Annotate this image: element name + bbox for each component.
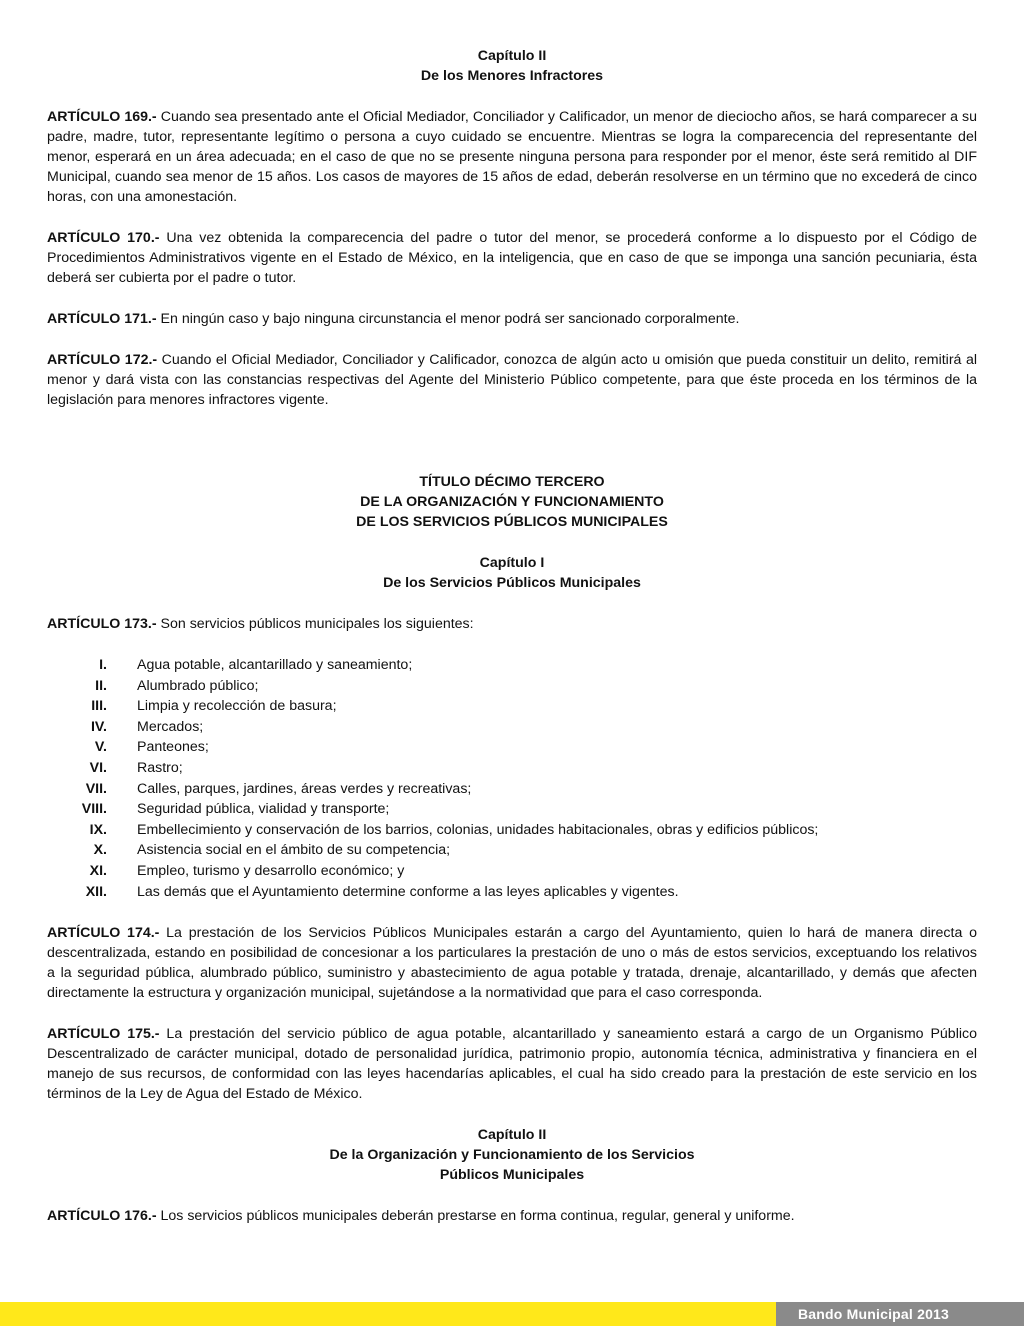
title-subheading: DE LA ORGANIZACIÓN Y FUNCIONAMIENTO	[360, 494, 664, 510]
item-text: Rastro;	[137, 759, 183, 776]
article-label: ARTÍCULO 172.-	[47, 352, 158, 368]
article-text: En ningún caso y bajo ninguna circunstancia el menor podrá ser sancionado corporalmente.	[156, 311, 740, 327]
chapter-heading: Capítulo I	[479, 555, 545, 571]
item-number: VIII.	[81, 801, 107, 818]
item-text: Embellecimiento y conservación de los barrios, colonias, unidades habitacionales, obras y edificios públicos;	[137, 821, 819, 838]
item-text: Limpia y recolección de basura;	[137, 698, 337, 715]
article-label: ARTÍCULO 175.-	[47, 1026, 160, 1043]
article-175	[47, 1024, 977, 1104]
item-number: III.	[91, 698, 107, 715]
article-170	[47, 228, 977, 288]
article-text: Cuando el Oficial Mediador, Conciliador y Calificador, conozca de algún acto u omisión que pueda constituir un delito, remitirá al menor y dará vista con las constancias respectivas del Agente del Ministerio Público competente, para que éste proceda en los términos de la legislación para menores infractores vigente.	[47, 352, 977, 408]
item-text: Calles, parques, jardines, áreas verdes y recreativas;	[137, 780, 472, 797]
item-number: IV.	[90, 718, 107, 735]
article-label: ARTÍCULO 176.-	[47, 1208, 157, 1225]
item-text: Agua potable, alcantarillado y saneamiento;	[137, 657, 413, 673]
list-item	[47, 717, 977, 738]
chapter-heading: Capítulo II	[477, 48, 547, 64]
list-item	[47, 882, 977, 903]
item-text: Mercados;	[137, 718, 204, 735]
document-page	[47, 46, 977, 1226]
article-label: ARTÍCULO 173.-	[47, 616, 157, 632]
chapter-subtitle: De los Menores Infractores	[420, 68, 604, 84]
item-number: XI.	[89, 862, 107, 879]
article-text: La prestación de los Servicios Públicos Municipales estarán a cargo del Ayuntamiento, quien lo hará de manera directa o descentralizada, estando en posibilidad de concesionar a los particulares la prestación de uno o más de estos servicios, exceptuando los relativos a la seguridad pública, alumbrado público, suministro y abastecimiento de agua potable y tratada, drenaje, alcantarillado, y demás que afecten directamente la estructura y organización municipal, sujetándose a la normatividad que para el caso corresponda.	[47, 925, 977, 1002]
item-number: V.	[94, 739, 107, 756]
article-text: Cuando sea presentado ante el Oficial Mediador, Conciliador y Calificador, un menor de dieciocho años, se hará comparecer a su padre, madre, tutor, representante legítimo o persona a cuyo cuidado se encuentre. Mientras se logra la comparecencia del representante del menor, esperará en un área adecuada; en el caso de que no se presente ninguna persona para responder por el menor, éste será remitido al DIF Municipal, cuando sea menor de 15 años. Los casos de mayores de 15 años de edad, deberán resolverse en un término que no excederá de cinco horas, con una amonestación.	[47, 109, 977, 205]
item-number: VI.	[89, 759, 107, 776]
list-item	[47, 737, 977, 758]
list-item	[47, 861, 977, 882]
article-label: ARTÍCULO 170.-	[47, 230, 160, 246]
article-label: ARTÍCULO 169.-	[47, 109, 157, 125]
item-text: Alumbrado público;	[137, 677, 259, 694]
item-number: XII.	[85, 883, 107, 900]
list-item	[47, 779, 977, 800]
article-169	[47, 107, 977, 207]
item-number: X.	[93, 842, 107, 859]
services-list	[47, 655, 977, 902]
item-number: IX.	[89, 821, 107, 838]
item-text: Las demás que el Ayuntamiento determine conforme a las leyes aplicables y vigentes.	[137, 883, 679, 900]
title-heading: TÍTULO DÉCIMO TERCERO	[419, 474, 605, 490]
item-text: Asistencia social en el ámbito de su competencia;	[137, 842, 451, 859]
title-subheading: DE LOS SERVICIOS PÚBLICOS MUNICIPALES	[356, 514, 668, 530]
footer-label: Bando Municipal 2013	[776, 1302, 1024, 1326]
list-item	[47, 696, 977, 717]
list-item	[47, 655, 977, 676]
item-text: Empleo, turismo y desarrollo económico; y	[137, 862, 405, 879]
item-number: VII.	[85, 780, 107, 797]
article-176	[47, 1206, 977, 1226]
article-text: Una vez obtenida la comparecencia del padre o tutor del menor, se procederá conforme a lo dispuesto por el Código de Procedimientos Administrativos vigente en el Estado de México, en la inteligencia, que en caso de que se imponga una sanción pecuniaria, ésta deberá ser cubierta por el padre o tutor.	[47, 230, 978, 286]
list-item	[47, 840, 977, 861]
chapter-subtitle: De los Servicios Públicos Municipales	[383, 575, 641, 591]
item-number: I.	[99, 657, 107, 673]
chapter-heading: Capítulo II	[477, 1127, 547, 1144]
footer-band	[0, 1302, 1024, 1326]
list-item	[47, 799, 977, 820]
item-text: Seguridad pública, vialidad y transporte;	[137, 801, 390, 818]
article-174	[47, 923, 977, 1003]
item-text: Panteones;	[137, 739, 209, 756]
chapter-subtitle: Públicos Municipales	[439, 1167, 585, 1184]
item-number: II.	[95, 677, 107, 694]
article-text: Los servicios públicos municipales deberán prestarse en forma continua, regular, general y uniforme.	[156, 1208, 795, 1225]
list-item	[47, 676, 977, 697]
article-text: Son servicios públicos municipales los siguientes:	[156, 616, 474, 632]
article-172	[47, 350, 977, 410]
chapter-subtitle: De la Organización y Funcionamiento de los Servicios	[329, 1147, 695, 1164]
article-171	[47, 309, 977, 329]
list-item	[47, 758, 977, 779]
article-label: ARTÍCULO 174.-	[47, 925, 160, 942]
article-label: ARTÍCULO 171.-	[47, 311, 157, 327]
article-text: La prestación del servicio público de agua potable, alcantarillado y saneamiento estará a cargo de un Organismo Público Descentralizado de carácter municipal, dotado de personalidad jurídica, patrimonio propio, autonomía técnica, administrativa y financiera en el manejo de sus recursos, de conformidad con las leyes hacendarías aplicables, el cual ha sido creado para la prestación de este servicio en los términos de la Ley de Agua del Estado de México.	[47, 1026, 977, 1103]
list-item	[47, 820, 977, 841]
article-173	[47, 614, 977, 634]
